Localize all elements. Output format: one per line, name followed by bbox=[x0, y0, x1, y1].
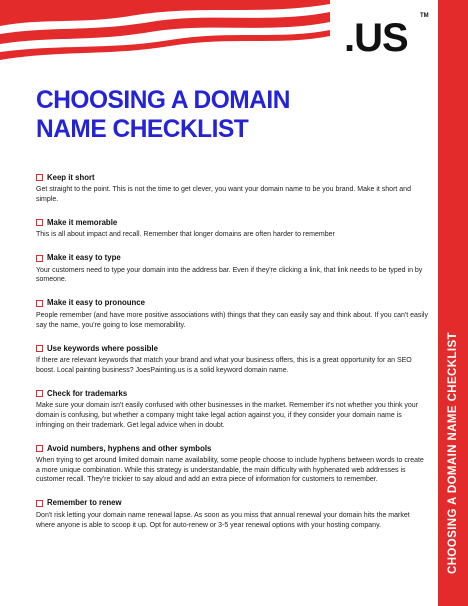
checklist-item bbox=[36, 253, 428, 285]
checklist-item-title: Keep it short bbox=[47, 172, 95, 182]
checklist-item-description: When trying to get around limited domain name availability, some people choose to include hyphens between words to create a more unique combination. While this strategy is understandable, the main difficulty with hyphenated web addresses is customer recall. They're trickier to say aloud and add an extra piece of information for customers to remember. bbox=[36, 457, 424, 484]
checkbox-icon[interactable] bbox=[36, 219, 43, 226]
checkbox-icon[interactable] bbox=[36, 255, 43, 262]
checklist-item-title: Make it easy to pronounce bbox=[47, 298, 145, 308]
checklist-item bbox=[36, 443, 428, 485]
checklist-item-description: If there are relevant keywords that match your brand and what your business offers, this is a great opportunity for an SEO boost. Local painting business? JoesPainting.us is a solid keyword domain name. bbox=[36, 357, 412, 374]
checklist-item-header bbox=[36, 443, 428, 454]
checklist-item bbox=[36, 298, 428, 330]
checklist-item bbox=[36, 388, 428, 430]
checklist-item bbox=[36, 343, 428, 375]
checklist-item-header bbox=[36, 343, 428, 354]
checklist-item-title: Make it easy to type bbox=[47, 253, 121, 263]
title-line-2: NAME CHECKLIST bbox=[36, 115, 249, 143]
title-line-1: CHOOSING A DOMAIN bbox=[36, 86, 290, 114]
checklist-item-description: This is all about impact and recall. Remember that longer domains are often harder to remember bbox=[36, 231, 335, 239]
checklist-item-description: People remember (and have more positive associations with) things that they can easily say and think about. If you can't easily say the name, you're going to lose memorability. bbox=[36, 311, 428, 329]
checkbox-icon[interactable] bbox=[36, 174, 43, 181]
checkbox-icon[interactable] bbox=[36, 500, 43, 507]
checklist-item bbox=[36, 172, 428, 204]
checklist-item-header bbox=[36, 253, 428, 264]
checklist-item-header bbox=[36, 388, 428, 399]
checklist-item bbox=[36, 498, 428, 530]
checklist-item-header bbox=[36, 298, 428, 309]
us-logo: .US bbox=[344, 16, 408, 60]
checklist-item-title: Check for trademarks bbox=[47, 388, 128, 398]
page-title bbox=[36, 86, 290, 144]
flag-stripes-graphic bbox=[0, 0, 330, 62]
checkbox-icon[interactable] bbox=[36, 445, 43, 452]
checklist-item-description: Your customers need to type your domain into the address bar. Even if they're clicking a link, that link needs to be typed in by someone. bbox=[36, 266, 423, 284]
checkbox-icon[interactable] bbox=[36, 390, 43, 397]
checklist-item-header bbox=[36, 217, 428, 228]
checklist-item-description: Get straight to the point. This is not the time to get clever, you want your domain name to be you brand. Make it short and simple. bbox=[36, 186, 411, 203]
checklist-item-header bbox=[36, 498, 428, 509]
side-banner bbox=[438, 0, 468, 606]
checklist-item-description: Don't risk letting your domain name renewal lapse. As soon as you miss that annual renewal your domain hits the market where anyone is able to scoop it up. Opt for auto-renew or 3-5 year renewal options with your hosting company. bbox=[36, 511, 410, 529]
checklist bbox=[36, 172, 428, 543]
checklist-item-header bbox=[36, 172, 428, 183]
checklist-item-title: Remember to renew bbox=[47, 498, 122, 508]
checklist-item-title: Make it memorable bbox=[47, 217, 118, 227]
trademark-mark: TM bbox=[420, 13, 429, 19]
side-banner-text: CHOOSING A DOMAIN NAME CHECKLIST bbox=[447, 332, 459, 574]
checkbox-icon[interactable] bbox=[36, 345, 43, 352]
checklist-item-title: Avoid numbers, hyphens and other symbols bbox=[47, 443, 212, 453]
checklist-item-title: Use keywords where possible bbox=[47, 343, 158, 353]
checkbox-icon[interactable] bbox=[36, 300, 43, 307]
checklist-item-description: Make sure your domain isn't easily confused with other businesses in the market. Remember it's not whether you think your domain is confusing, but whether a company might take legal action against you, if they consider your domain name is infringing on their trademark. Get legal advice when in doubt. bbox=[36, 402, 419, 429]
checklist-item bbox=[36, 217, 428, 240]
